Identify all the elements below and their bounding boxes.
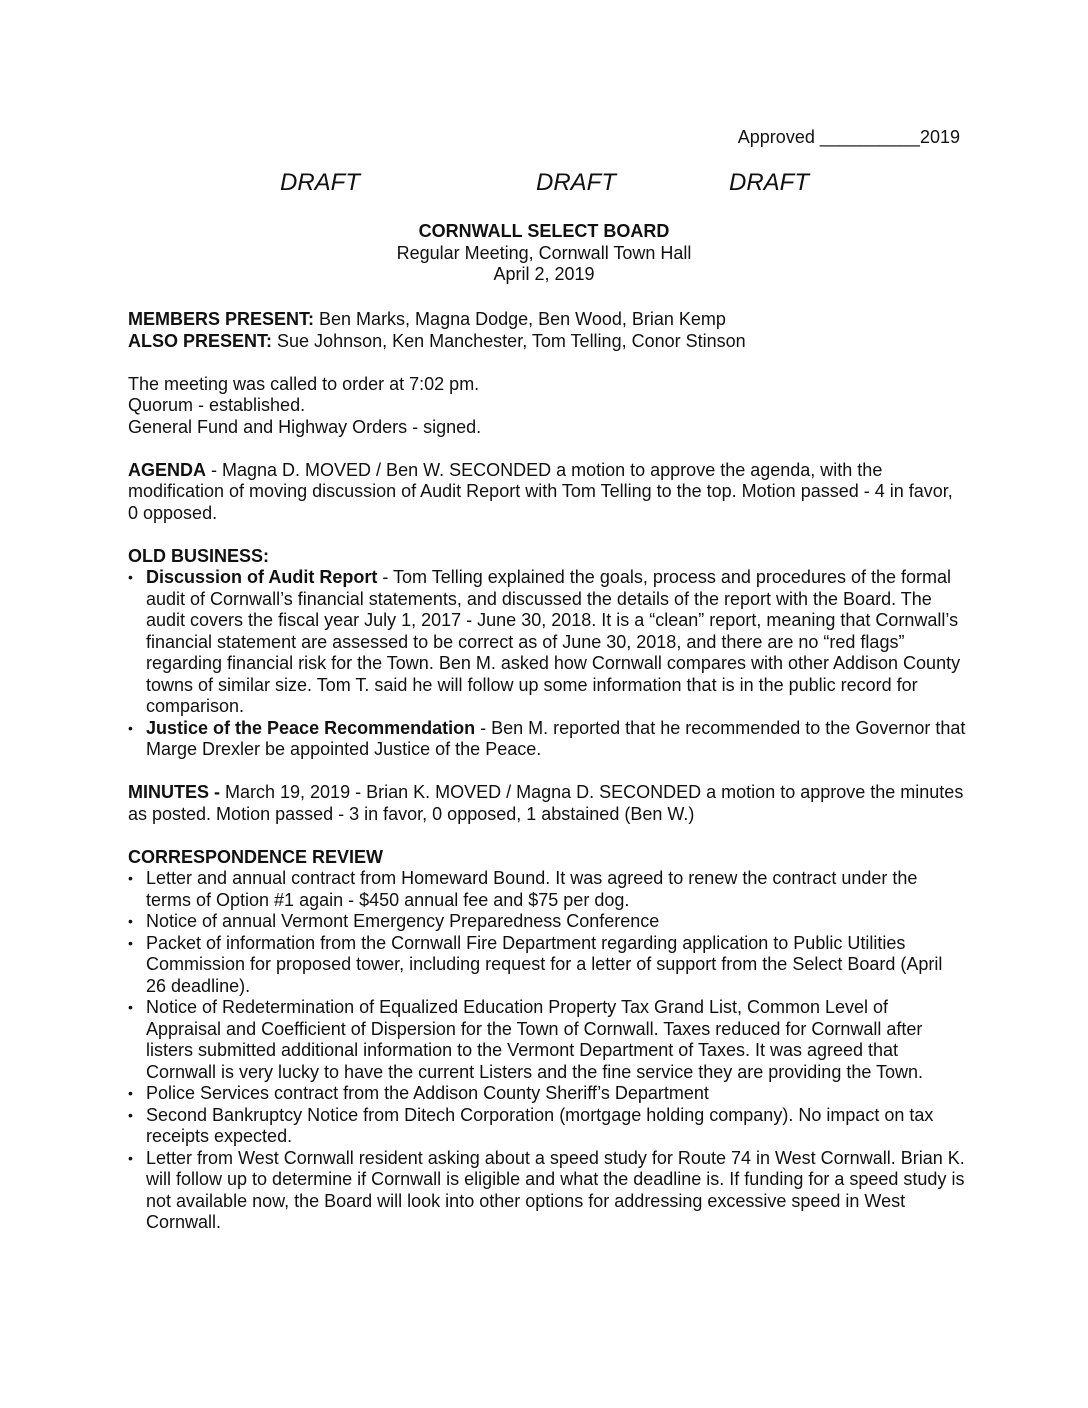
old-business-list [128, 567, 966, 761]
list-item [128, 933, 966, 998]
also-present-label: ALSO PRESENT: [128, 330, 273, 351]
item-text: Second Bankruptcy Notice from Ditech Corporation (mortgage holding company). No impact on tax receipts expected. [146, 1104, 934, 1146]
approval-line: Approved __________2019 [737, 127, 960, 147]
item-text: Letter and annual contract from Homeward Bound. It was agreed to renew the contract under the terms of Option #1 again - $450 annual fee and $75 per dog. [146, 868, 918, 910]
item-label: Justice of the Peace Recommendation [146, 717, 476, 738]
list-item [128, 1083, 966, 1105]
also-present [128, 331, 966, 353]
item-text: - Ben M. reported that he recommended to the Governor that Marge Drexler be appointed Justice of the Peace. [146, 717, 966, 759]
members-present-names: Ben Marks, Magna Dodge, Ben Wood, Brian Kemp [314, 309, 726, 329]
bullet-icon: • [128, 999, 133, 1015]
bullet-icon: • [128, 913, 133, 929]
meeting-date: April 2, 2019 [493, 264, 595, 284]
list-item [128, 1105, 966, 1148]
old-business-heading: OLD BUSINESS: [128, 545, 270, 566]
item-text: Police Services contract from the Addison County Sheriff’s Department [146, 1083, 709, 1103]
document-header [0, 221, 1088, 286]
also-present-names: Sue Johnson, Ken Manchester, Tom Telling, Conor Stinson [272, 330, 746, 351]
agenda-text: - Magna D. MOVED / Ben W. SECONDED a motion to approve the agenda, with the modification of moving discussion of Audit Report with Tom Telling to the top. Motion passed - 4 in favor, 0 opposed. [128, 459, 953, 523]
draft-mark: DRAFT [536, 169, 616, 196]
members-present [128, 309, 966, 331]
meeting-subtitle: Regular Meeting, Cornwall Town Hall [396, 242, 692, 263]
bullet-icon: • [128, 1085, 133, 1101]
document-title: CORNWALL SELECT BOARD [418, 221, 670, 241]
item-text: Packet of information from the Cornwall Fire Department regarding application to Public Utilities Commission for proposed tower, including request for a letter of support from the Select Board (April 26 deadline). [146, 932, 943, 996]
minutes-label: MINUTES - [128, 782, 220, 802]
draft-mark: DRAFT [729, 169, 809, 196]
minutes-paragraph [128, 782, 966, 825]
bullet-icon: • [128, 719, 133, 736]
item-label: Discussion of Audit Report [146, 567, 378, 587]
minutes-text: March 19, 2019 - Brian K. MOVED / Magna D. SECONDED a motion to approve the minutes as posted. Motion passed - 3 in favor, 0 opposed, 1 abstained (Ben W.) [128, 782, 964, 824]
members-present-label: MEMBERS PRESENT: [128, 309, 315, 329]
quorum-line: Quorum - established. [128, 395, 306, 415]
bullet-icon: • [128, 870, 133, 886]
correspondence-list [128, 868, 966, 1234]
draft-mark: DRAFT [280, 169, 360, 196]
item-text: Notice of annual Vermont Emergency Preparedness Conference [146, 911, 660, 931]
minutes-body [128, 309, 966, 1234]
bullet-icon: • [128, 1106, 133, 1123]
list-item [128, 868, 966, 911]
agenda-paragraph [128, 460, 966, 525]
item-text: Letter from West Cornwall resident asking about a speed study for Route 74 in West Cornwall. Brian K. will follow up to determine if Cornwall is eligible and what the deadline is. If funding for a speed study is not available now, the Board will look into other options for addressing excessive speed in West Cornwall. [146, 1147, 965, 1232]
agenda-label: AGENDA [128, 459, 207, 480]
item-text: - Tom Telling explained the goals, process and procedures of the formal audit of Cornwall’s financial statements, and discussed the details of the report with the Board. The audit covers the fiscal year July 1, 2017 - June 30, 2018. It is a “clean” report, meaning that Cornwall’s financial statement are assessed to be correct as of June 30, 2018, and there are no “red flags” regarding financial risk for the Town. Ben M. asked how Cornwall compares with other Addison County towns of similar size. Tom T. said he will follow up some information that is in the public record for comparison. [146, 567, 961, 716]
list-item [128, 567, 966, 718]
bullet-icon: • [128, 569, 133, 585]
orders-line: General Fund and Highway Orders - signed. [128, 416, 482, 437]
list-item [128, 718, 966, 761]
call-to-order: The meeting was called to order at 7:02 pm. [128, 373, 480, 394]
correspondence-heading: CORRESPONDENCE REVIEW [128, 846, 384, 867]
item-text: Notice of Redetermination of Equalized Education Property Tax Grand List, Common Level of Appraisal and Coefficient of Dispersion for the Town of Cornwall. Taxes reduced for Cornwall after listers submitted additional information to the Vermont Department of Taxes. It was agreed that Cornwall is very lucky to have the current Listers and the fine service they are providing the Town. [146, 997, 924, 1082]
bullet-icon: • [128, 1149, 133, 1166]
list-item [128, 911, 966, 933]
bullet-icon: • [128, 934, 133, 951]
list-item [128, 1148, 966, 1234]
list-item [128, 997, 966, 1083]
